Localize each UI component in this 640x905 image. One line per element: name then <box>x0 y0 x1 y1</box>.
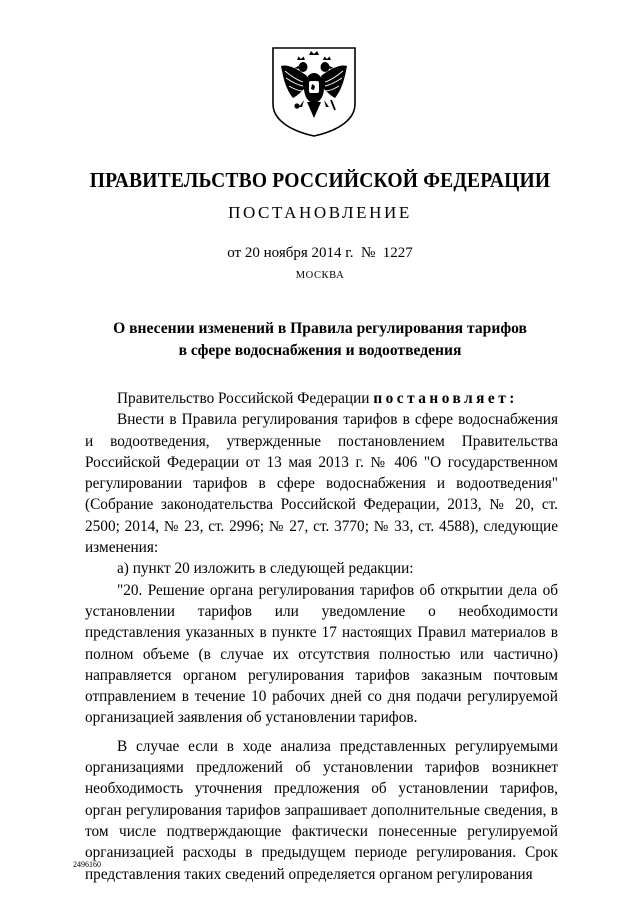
document-code: 2496160 <box>73 860 101 869</box>
body-paragraph-1: Правительство Российской Федерации постановляет: <box>117 390 518 407</box>
decree-body <box>85 388 558 885</box>
city: МОСКВА <box>295 270 345 281</box>
resolves-keyword: постановляет: <box>373 390 518 407</box>
subject-line-2: в сфере водоснабжения и водоотведения <box>178 342 462 359</box>
body-paragraph-2: Внести в Правила регулирования тарифов в сфере водоснабжения и водоотведения, утвержденные постановлением Правительства Российской Федерации от 13 мая 2013 г. № 406 "О государственном регулировании тарифов в сфере водоснабжения и водоотведения" (Собрание законодательства Российской Федерации, 2013, № 20, ст. 2500; 2014, № 23, ст. 2996; № 27, ст. 3770; № 33, ст. 4588), следующие изменения: <box>85 411 558 557</box>
government-title: ПРАВИТЕЛЬСТВО РОССИЙСКОЙ ФЕДЕРАЦИИ <box>89 168 551 192</box>
decree-date: от 20 ноября 2014 г. <box>227 245 354 261</box>
subject-line-1: О внесении изменений в Правила регулирования тарифов <box>113 320 527 337</box>
body-paragraph-3: а) пункт 20 изложить в следующей редакции: <box>117 560 414 578</box>
decree-date-number <box>0 245 640 262</box>
document-type: ПОСТАНОВЛЕНИЕ <box>228 203 412 222</box>
number-sign: № <box>360 245 376 261</box>
body-paragraph-5: В случае если в ходе анализа представленных регулируемыми организациями предложений об установлении тарифов возникнет необходимость уточнения предложения об установлении тарифов, орган регулирования тарифов запрашивает дополнительные сведения, в том числе подтверждающие фактически понесенные регулируемой организацией расходы в предыдущем периоде регулирования. Срок представления таких сведений определяется органом регулирования <box>85 737 558 883</box>
body-paragraph-4: "20. Решение органа регулирования тарифов об открытии дела об установлении тарифов или уведомление о необходимости представления указанных в пункте 17 настоящих Правил материалов в полном объеме (в случае их отсутствия полностью или частично) направляется органом регулирования тарифов заказным почтовым отправлением в течение 10 рабочих дней со дня подачи регулируемой организацией заявления об установлении тарифов. <box>85 581 558 727</box>
double-headed-eagle-icon <box>271 46 357 138</box>
decree-number: 1227 <box>382 245 413 261</box>
coat-of-arms-emblem <box>271 46 357 138</box>
decree-subject <box>0 318 640 362</box>
